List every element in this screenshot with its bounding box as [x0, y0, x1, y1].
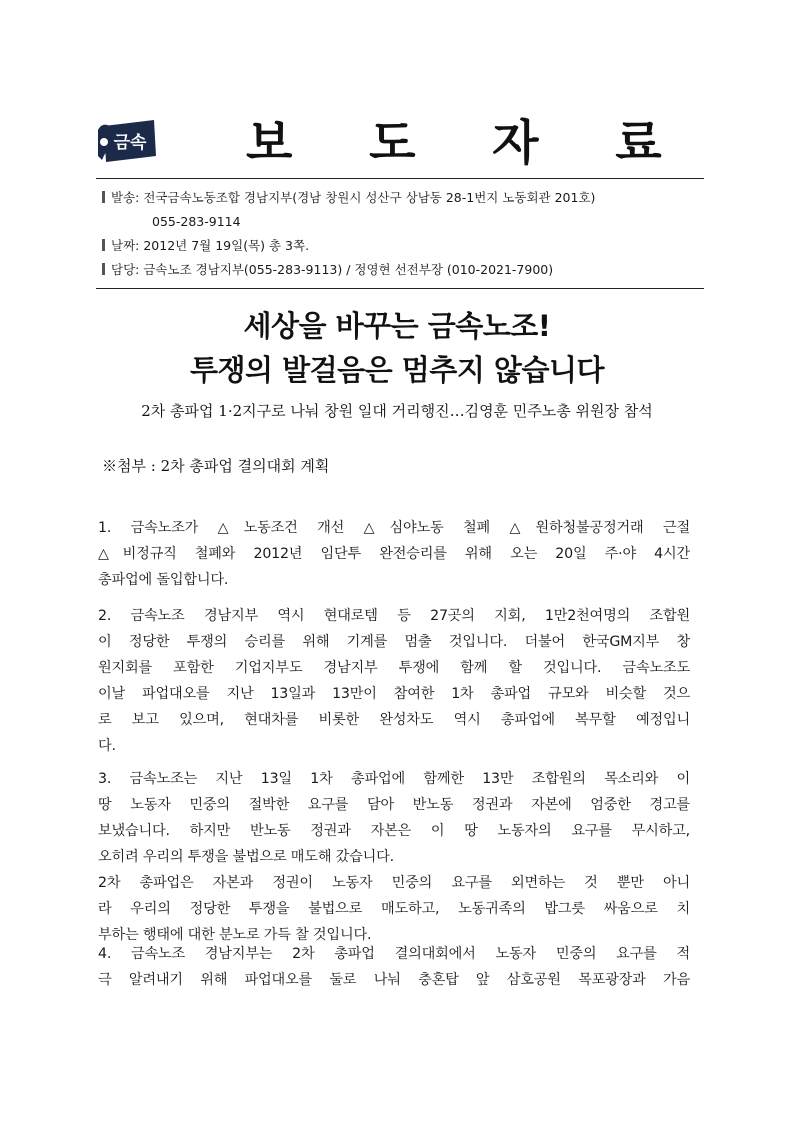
attachment-note: ※첨부 : 2차 총파업 결의대회 계획 — [102, 457, 330, 475]
paragraph-line: 이날 파업대오를 지난 13일과 13만이 참여한 1차 총파업 규모와 비슷할 것으 — [98, 686, 690, 702]
paragraph-line: 3. 금속노조는 지난 13일 1차 총파업에 함께한 13만 조합원의 목소리와 이 — [98, 771, 690, 787]
contact-label: 담당: — [111, 262, 140, 277]
bottom-rule — [96, 288, 704, 289]
bullet-bar — [102, 239, 105, 251]
paragraph-line: 원지회를 포함한 기업지부도 경남지부 투쟁에 함께 할 것입니다. 금속노조도 — [98, 660, 690, 676]
date-text: 2012년 7월 19일(목) 총 3쪽. — [143, 238, 310, 253]
paragraph-line: 땅 노동자 민중의 절박한 요구를 담아 반노동 정권과 자본에 엄중한 경고를 — [98, 797, 690, 813]
headline-line-2: 투쟁의 발걸음은 멈추지 않습니다 — [190, 353, 604, 387]
union-logo — [96, 116, 162, 168]
paragraph-line: 로 보고 있으며, 현대차를 비롯한 완성차도 역시 총파업에 복무할 예정입니 — [98, 712, 690, 728]
date-label: 날짜: — [111, 238, 140, 253]
paragraph-line: 이 정당한 투쟁의 승리를 위해 기계를 멈출 것입니다. 더불어 한국GM지부 창 — [98, 634, 690, 650]
bullet-bar — [102, 263, 105, 275]
paragraph-line: 라 우리의 정당한 투쟁을 불법으로 매도하고, 노동귀족의 밥그릇 싸움으로 치 — [98, 901, 690, 917]
headline-line-1: 세상을 바꾸는 금속노조! — [243, 309, 551, 343]
paragraph-line: 2. 금속노조 경남지부 역시 현대로템 등 27곳의 지회, 1만2천여명의 조합원 — [98, 608, 690, 624]
sender-text: 전국금속노동조합 경남지부(경남 창원시 성산구 상남동 28-1번지 노동회관 201호) — [143, 190, 596, 205]
info-sender-phone: 055-283-9114 — [152, 214, 241, 229]
paragraph-line: △비정규직 철폐와 2012년 임단투 완전승리를 위해 오는 20일 주·야 4시간 — [98, 546, 690, 562]
paragraph-line: 극 알려내기 위해 파업대오를 둘로 나눠 충혼탑 앞 삼호공원 목포광장과 가음 — [98, 972, 690, 988]
sender-label: 발송: — [111, 190, 140, 205]
paragraph-line: 4. 금속노조 경남지부는 2차 총파업 결의대회에서 노동자 민중의 요구를 적 — [98, 946, 690, 962]
info-sender — [102, 190, 595, 206]
contact-text: 금속노조 경남지부(055-283-9113) / 정영현 선전부장 (010-2021-7900) — [143, 262, 554, 277]
top-rule — [96, 178, 704, 179]
paragraph-line: 다. — [98, 738, 116, 754]
paragraph-line: 2차 총파업은 자본과 정권이 노동자 민중의 요구를 외면하는 것 뿐만 아니 — [98, 875, 690, 891]
info-date — [102, 238, 309, 254]
info-contact — [102, 262, 553, 278]
paragraph-line: 총파업에 돌입합니다. — [98, 572, 229, 588]
document-title: 보 도 자 료 — [246, 115, 692, 171]
paragraph-line: 오히려 우리의 투쟁을 불법으로 매도해 갔습니다. — [98, 849, 394, 865]
paragraph-1 — [98, 515, 690, 593]
subheadline: 2차 총파업 1·2지구로 나눠 창원 일대 거리행진…김영훈 민주노총 위원장 참석 — [141, 402, 653, 420]
paragraph-3 — [98, 766, 690, 948]
paragraph-line: 부하는 행태에 대한 분노로 가득 찰 것입니다. — [98, 927, 372, 943]
bullet-bar — [102, 191, 105, 203]
paragraph-line: 1. 금속노조가 △노동조건 개선 △심야노동 철폐 △원하청불공정거래 근절 — [98, 520, 690, 536]
paragraph-line: 보냈습니다. 하지만 반노동 정권과 자본은 이 땅 노동자의 요구를 무시하고, — [98, 823, 690, 839]
logo-text: 금속 — [113, 133, 147, 153]
paragraph-2 — [98, 603, 690, 759]
paragraph-4 — [98, 941, 690, 993]
